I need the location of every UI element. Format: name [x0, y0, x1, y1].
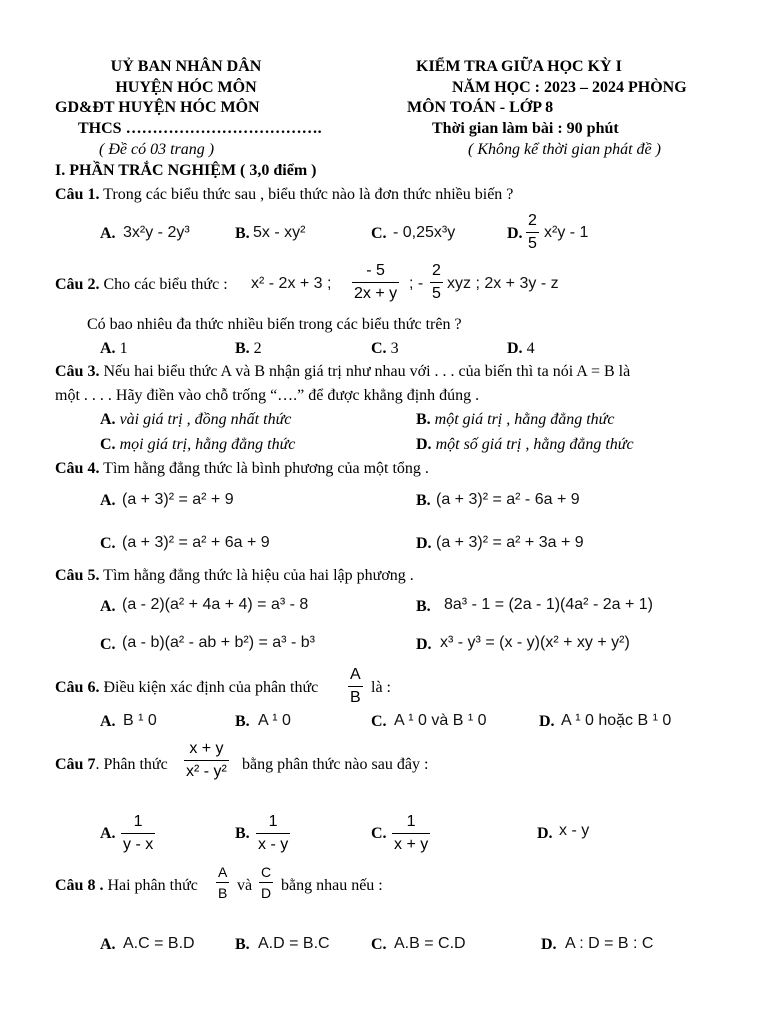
- q5-option-a-key[interactable]: A.: [100, 598, 116, 615]
- q7-option-a-key[interactable]: A.: [100, 825, 116, 842]
- question-1-text: Câu 1. Trong các biểu thức sau , biểu thức nào là đơn thức nhiều biến ?: [55, 186, 514, 203]
- q8-option-c-key[interactable]: C.: [371, 936, 387, 953]
- q1-option-d-key[interactable]: D.: [507, 225, 523, 242]
- q5-option-b[interactable]: 8a³ - 1 = (2a - 1)(4a² - 2a + 1): [444, 596, 653, 613]
- page-count: ( Đề có 03 trang ): [99, 141, 215, 158]
- q8-option-b-key[interactable]: B.: [235, 936, 250, 953]
- q7-fraction: $\frac{x + y}{\text{x² - y²}}$: [186, 740, 227, 780]
- q7-option-c-key[interactable]: C.: [371, 825, 387, 842]
- committee-name: UỶ BAN NHÂN DÂN: [110, 58, 262, 75]
- question-7-text: Câu 7. Phân thức: [55, 756, 168, 773]
- section-title: I. PHẦN TRẮC NGHIỆM ( 3,0 điểm ): [55, 162, 317, 179]
- q2-option-b[interactable]: B. 2: [235, 340, 262, 357]
- q7-option-c[interactable]: $\frac{1}{x + y}$: [394, 813, 429, 853]
- q7-option-d[interactable]: x - y: [559, 822, 590, 839]
- q4-option-d-key[interactable]: D.: [416, 535, 432, 552]
- q3-option-a[interactable]: A. vài giá trị , đồng nhất thức: [100, 411, 292, 428]
- district-name: HUYỆN HÓC MÔN: [115, 79, 257, 96]
- q2-fraction-1: $\frac{- 5}{2x + y}$: [354, 262, 398, 302]
- q6-option-d-key[interactable]: D.: [539, 713, 555, 730]
- q1-option-a[interactable]: 3x²y - 2y³: [123, 224, 190, 241]
- q7-option-d-key[interactable]: D.: [537, 825, 553, 842]
- q6-option-a-key[interactable]: A.: [100, 713, 116, 730]
- q8-option-c[interactable]: A.B = C.D: [394, 935, 466, 952]
- question-6-text: Câu 6. Điều kiện xác định của phân thức: [55, 679, 319, 696]
- q3-option-b[interactable]: B. một giá trị , hằng đẳng thức: [416, 411, 615, 428]
- q2-option-c[interactable]: C. 3: [371, 340, 399, 357]
- q3-option-c[interactable]: C. mọi giá trị, hằng đẳng thức: [100, 436, 296, 453]
- time-limit: Thời gian làm bài : 90 phút: [432, 120, 619, 137]
- q8-option-a[interactable]: A.C = B.D: [123, 935, 195, 952]
- q6-option-c[interactable]: A ¹ 0 và B ¹ 0: [394, 712, 487, 729]
- q1-option-d[interactable]: x²y - 1: [544, 224, 589, 241]
- q8-tail: bằng nhau nếu :: [281, 877, 383, 894]
- q6-option-d[interactable]: A ¹ 0 hoặc B ¹ 0: [561, 712, 672, 729]
- q8-option-a-key[interactable]: A.: [100, 936, 116, 953]
- q4-option-c[interactable]: (a + 3)² = a² + 6a + 9: [122, 534, 270, 551]
- q4-option-b[interactable]: (a + 3)² = a² - 6a + 9: [436, 491, 580, 508]
- q7-option-a[interactable]: $\frac{1}{y - x}$: [123, 813, 154, 853]
- q6-option-c-key[interactable]: C.: [371, 713, 387, 730]
- q4-option-a-key[interactable]: A.: [100, 492, 116, 509]
- q4-option-b-key[interactable]: B.: [416, 492, 431, 509]
- q8-fraction-1: $\frac{A}{B}$: [218, 864, 228, 901]
- q7-option-b[interactable]: $\frac{1}{x - y}$: [258, 813, 289, 853]
- q4-option-a[interactable]: (a + 3)² = a² + 9: [122, 491, 234, 508]
- q1-option-d-fraction[interactable]: $\frac{2}{5}$: [528, 212, 537, 252]
- q2-expr-1: x² - 2x + 3 ;: [251, 275, 332, 292]
- q8-option-d-key[interactable]: D.: [541, 936, 557, 953]
- question-3-line-2: một . . . . Hãy điền vào chỗ trống “….” để được khẳng định đúng .: [55, 387, 480, 404]
- q2-separator: ; -: [409, 275, 424, 292]
- q7-option-b-key[interactable]: B.: [235, 825, 250, 842]
- question-5-text: Câu 5. Tìm hằng đẳng thức là hiệu của hai lập phương .: [55, 567, 414, 584]
- q7-tail: bằng phân thức nào sau đây :: [242, 756, 429, 773]
- q1-option-c[interactable]: - 0,25x³y: [393, 224, 456, 241]
- q3-option-d[interactable]: D. một số giá trị , hằng đẳng thức: [416, 436, 634, 453]
- q6-fraction: $\frac{A}{B}$: [350, 666, 361, 706]
- q4-option-c-key[interactable]: C.: [100, 535, 116, 552]
- q2-option-d[interactable]: D. 4: [507, 340, 535, 357]
- q5-option-a[interactable]: (a - 2)(a² + 4a + 4) = a³ - 8: [122, 596, 309, 613]
- q6-option-a[interactable]: B ¹ 0: [123, 712, 157, 729]
- q5-option-c-key[interactable]: C.: [100, 636, 116, 653]
- school-year: NĂM HỌC : 2023 – 2024 PHÒNG: [452, 79, 687, 96]
- q4-option-d[interactable]: (a + 3)² = a² + 3a + 9: [436, 534, 584, 551]
- department-name: GD&ĐT HUYỆN HÓC MÔN: [55, 99, 260, 116]
- q8-fraction-2: $\frac{C}{D}$: [261, 864, 272, 901]
- exam-title: KIỂM TRA GIỮA HỌC KỲ I: [416, 58, 622, 75]
- question-3-line-1: Câu 3. Nếu hai biểu thức A và B nhận giá trị như nhau với . . . của biến thì ta nói A = B là: [55, 363, 631, 380]
- q1-option-c-key[interactable]: C.: [371, 225, 387, 242]
- q2-fraction-2: $\frac{2}{5}$: [432, 262, 441, 302]
- question-8-text: Câu 8 . Hai phân thức: [55, 877, 198, 894]
- q6-option-b-key[interactable]: B.: [235, 713, 250, 730]
- q8-option-b[interactable]: A.D = B.C: [258, 935, 330, 952]
- q8-option-d[interactable]: A : D = B : C: [565, 935, 654, 952]
- q6-option-b[interactable]: A ¹ 0: [258, 712, 291, 729]
- school-name: THCS ……………………………….: [78, 120, 322, 137]
- subject: MÔN TOÁN - LỚP 8: [407, 99, 554, 116]
- question-4-text: Câu 4. Tìm hằng đẳng thức là bình phương của một tổng .: [55, 460, 429, 477]
- q1-option-b-key[interactable]: B.: [235, 225, 250, 242]
- q1-option-b[interactable]: 5x - xy²: [253, 224, 306, 241]
- q5-option-d[interactable]: x³ - y³ = (x - y)(x² + xy + y²): [440, 634, 630, 651]
- q2-expr-2: xyz ; 2x + 3y - z: [447, 275, 559, 292]
- q1-option-a-key[interactable]: A.: [100, 225, 116, 242]
- q5-option-d-key[interactable]: D.: [416, 636, 432, 653]
- q2-option-a[interactable]: A. 1: [100, 340, 128, 357]
- q6-tail: là :: [371, 679, 391, 696]
- question-2-text: Câu 2. Cho các biểu thức :: [55, 276, 228, 293]
- q2-question: Có bao nhiêu đa thức nhiều biến trong các biểu thức trên ?: [87, 316, 462, 333]
- q5-option-c[interactable]: (a - b)(a² - ab + b²) = a³ - b³: [122, 634, 315, 651]
- time-note: ( Không kể thời gian phát đề ): [468, 141, 661, 158]
- q8-mid: và: [237, 877, 253, 894]
- q5-option-b-key[interactable]: B.: [416, 598, 431, 615]
